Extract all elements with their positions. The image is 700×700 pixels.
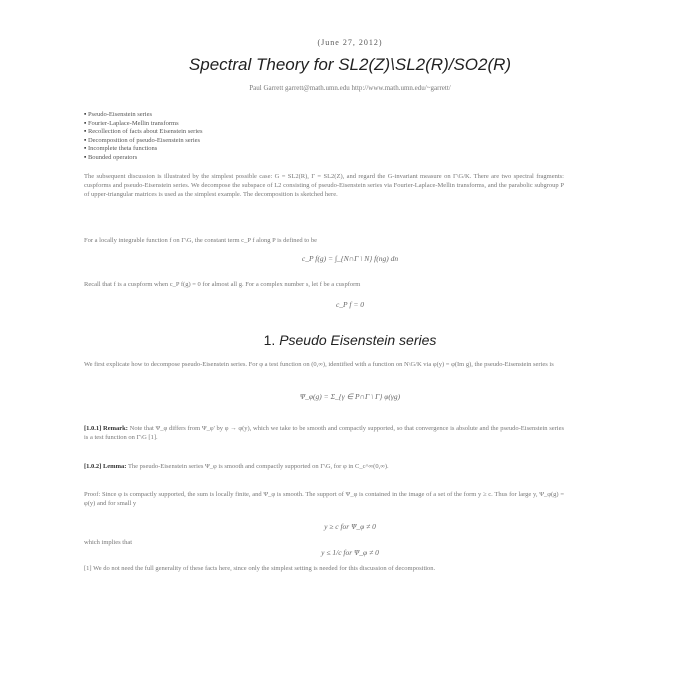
equation-upper-bound: y ≤ 1/c for Ψ_φ ≠ 0: [321, 548, 379, 557]
table-of-contents: [84, 111, 203, 162]
constant-term-text: For a locally integrable function f on Γ\G, the constant term c_P f along P is defined to be: [84, 237, 318, 244]
remark-paragraph: [84, 424, 564, 442]
toc-item: ▪ Fourier-Laplace-Mellin transforms: [84, 120, 203, 129]
section-number: 1.: [263, 332, 276, 348]
lemma-paragraph: [84, 462, 564, 471]
section-heading: [0, 332, 700, 348]
proof-paragraph: Proof: Since φ is compactly supported, the sum is locally finite, and Ψ_φ is smooth. The support of Ψ_φ is contained in the image of a set of the form y ≥ c. Thus for large y, Ψ_φ(g) = φ(y) and for small y: [84, 491, 564, 507]
equation-constant-term: c_P f(g) = ∫_{N∩Γ \ N} f(ng) dn: [301, 254, 399, 263]
author-line: Paul Garrett garrett@math.umn.edu http://www.math.umn.edu/~garrett/: [249, 84, 451, 92]
toc-item: ▪ Incomplete theta functions: [84, 145, 203, 154]
which-implies-text: which implies that: [84, 539, 133, 546]
toc-item: ▪ Decomposition of pseudo-Eisenstein series: [84, 137, 203, 146]
equation-pseudo-eisenstein: Ψ_φ(g) = Σ_{γ ∈ P∩Γ \ Γ} φ(γg): [299, 392, 401, 401]
remark-label: [1.0.1] Remark:: [84, 425, 128, 432]
section-title: Pseudo Eisenstein series: [279, 332, 437, 348]
lemma-text: The pseudo-Eisenstein series Ψ_φ is smooth and compactly supported on Γ\G, for φ in C_c^∞(0,∞).: [127, 463, 389, 470]
toc-item: ▪ Bounded operators: [84, 154, 203, 163]
lemma-label: [1.0.2] Lemma:: [84, 463, 127, 470]
footnote: [1] We do not need the full generality of these facts here, since only the simplest setting is needed for this discussion of decomposition.: [84, 565, 436, 572]
toc-item: ▪ Recollection of facts about Eisenstein series: [84, 128, 203, 137]
section-paragraph: We first explicate how to decompose pseudo-Eisenstein series. For φ a test function on (0,∞), identified with a function on N\G/K via φ(y) = φ(Im g), the pseudo-Eisenstein series is: [84, 361, 554, 368]
intro-paragraph: The subsequent discussion is illustrated by the simplest possible case: G = SL2(R), Γ = SL2(Z), and regard the G-invariant measure on Γ\G/K. There are two spectral fragments: cuspforms and pseudo-Eisenstein series. We decompose the subspace of L2 consisting of pseudo-Eisenstein series via Fourier-Laplace-Mellin transforms, and the parabolic subgroup P of upper-triangular matrices is used as the simplest example. The decomposition is sketched here.: [84, 173, 564, 198]
equation-lower-bound: y ≥ c for Ψ_φ ≠ 0: [324, 522, 376, 531]
toc-item: ▪ Pseudo-Eisenstein series: [84, 111, 203, 120]
cuspform-text: Recall that f is a cuspform when c_P f(g) = 0 for almost all g. For a complex number s, let f be a cuspform: [84, 281, 361, 288]
remark-text: Note that Ψ_φ differs from Ψ_φ' by φ → φ(y), which we take to be smooth and compactly supported, so that convergence is absolute and the pseudo-Eisenstein series is a test function on Γ\G [1].: [84, 425, 565, 441]
document-date: (June 27, 2012): [317, 38, 383, 47]
page-title: Spectral Theory for SL2(Z)\SL2(R)/SO2(R): [188, 55, 512, 74]
equation-cuspform: c_P f = 0: [335, 300, 365, 309]
